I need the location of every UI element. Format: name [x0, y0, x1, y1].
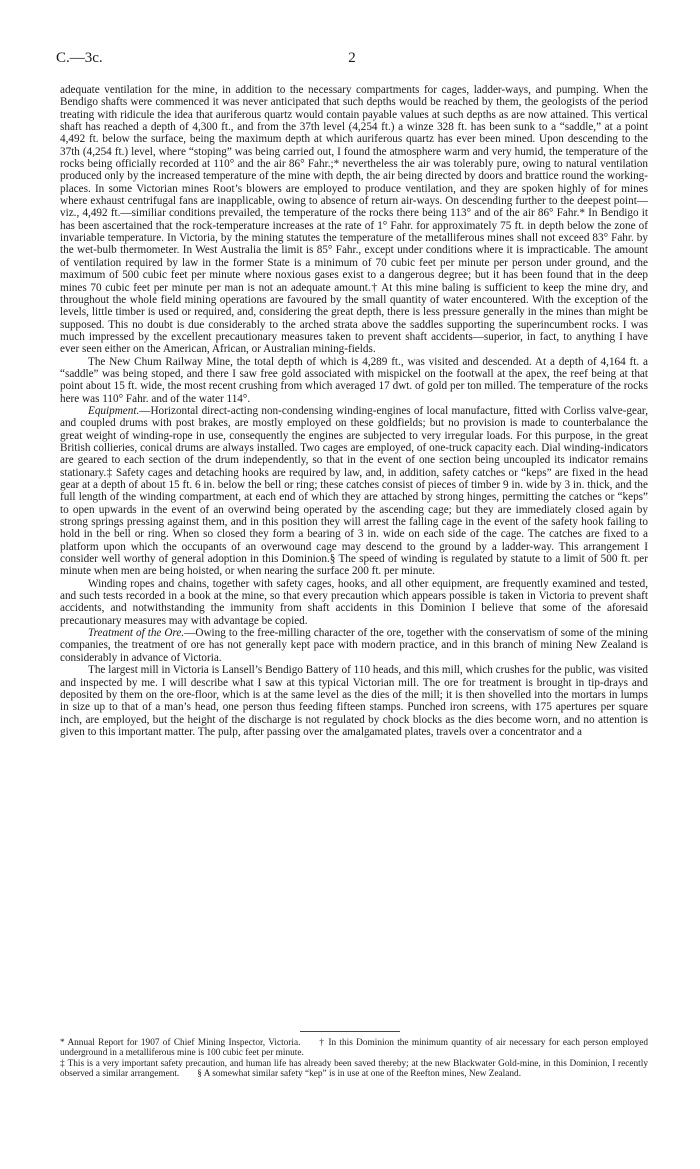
paragraph-treatment	[60, 627, 648, 664]
treatment-heading: Treatment of the Ore.	[88, 627, 185, 640]
page-number: 2	[348, 50, 356, 66]
paragraph-winding-ropes: Winding ropes and chains, together with safety cages, hooks, and all other equipment, are frequently examined and tested, and such tests recorded in a book at the mine, so that every precaution which appears possible is taken in Victoria to prevent shaft accidents, and notwithstanding the immunity from shaft accidents in this Dominion I believe that some of the aforesaid precautionary measures may with advantage be copied.	[60, 577, 648, 627]
equipment-text: —Horizontal direct-acting non-condensing winding-engines of local manufacture, fitted with Corliss valve-gear, and coupled drums with post brakes, are mostly employed on these goldfields; but no provision is made to counterbalance the great weight of winding-rope in use, consequently the engines are subjected to very irregular loads. For this purpose, in the great British collieries, conical drums are always installed. Two cages are employed, of one-truck capacity each. Dial winding-indicators are geared to each section of the drum independently, so that in the event of one section being uncoupled its indicator remains stationary.‡ Safety cages and detaching hooks are required by law, and, in addition, safety catches or “keps” are fixed in the head gear at a depth of about 15 ft. 6 in. below the bell or ring; these catches consist of pieces of timber 9 in. wide by 3 in. thick, and the full length of the winding compartment, at each end of which they are attached by strong hinges, permitting the catches or “keps” to open upwards in the event of an overwind being operated by the ascending cage; but they are immediately closed again by strong springs pressing against them, and in this position they will arrest the falling cage in the event of the safety hook failing to hold in the bell or ring. When so closed they form a bearing of 3 in. wide on each side of the cage. The catches are fixed to a platform upon which the occupants of an overwound cage may descend to the ground by a ladder-way. This arrangement I consider well worthy of general adoption in this Dominion.§ The speed of winding is regulated by statute to a limit of 500 ft. per minute when men are being hoisted, or when nearing the surface 200 ft. per minute.	[60, 404, 648, 578]
footnote-3-4	[60, 1059, 648, 1080]
footnotes	[60, 1038, 648, 1079]
footnote-1-2	[60, 1038, 648, 1059]
paragraph-lansell-mill: The largest mill in Victoria is Lansell’s Bendigo Battery of 110 heads, and this mill, which crushes for the public, was visited and inspected by me. I will describe what I saw at this typical Victorian mill. The ore for treatment is brought in tip-drays and deposited by them on the ore-floor, which is at the same level as the dies of the mill; it is then shovelled into the mortars in lumps in size up to that of a man’s head, one person thus feeding fifteen stamps. Punched iron screens, with 175 apertures per square inch, are employed, but the height of the discharge is not regulated by chock blocks as the dies become worn, and no attention is given to this important matter. The pulp, after passing over the amalgamated plates, travels over a concentrator and a	[60, 664, 648, 738]
equipment-heading: Equipment.	[88, 404, 140, 417]
page-header	[56, 50, 648, 72]
footnote-dagger: † In this Dominion the minimum quantity of air necessary for each person employed underground in a metalliferous mine is 100 cubic feet per minute.	[60, 1038, 648, 1059]
paragraph-new-chum-mine: The New Chum Railway Mine, the total depth of which is 4,289 ft., was visited and descended. At a depth of 4,164 ft. a “saddle” was being stoped, and there I saw free gold associated with mispickel on the footwall at the apex, the reef being at that point about 15 ft. wide, the most recent crushing from which averaged 17 dwt. of gold per ton milled. The temperature of the rocks here was 110° Fahr. and of the water 114°.	[60, 355, 648, 405]
body-text	[60, 84, 648, 738]
paragraph-equipment	[60, 405, 648, 578]
footnote-divider	[300, 1031, 400, 1032]
footnote-double-dagger: ‡ This is a very important safety precaution, and human life has already been saved thereby; at the new Blackwater Gold-mine, in this Dominion, I recently observed a similar arrangement.	[60, 1058, 648, 1079]
document-reference: C.—3c.	[56, 50, 103, 66]
paragraph-ventilation: adequate ventilation for the mine, in addition to the necessary compartments for cages, ladder-ways, and pumping. When the Bendigo shafts were commenced it was never anticipated that such depths would be reached by them, the geologists of the period treating with ridicule the idea that auriferous quartz would contain payable values at such depths as are now attained. This vertical shaft has reached a depth of 4,300 ft., and from the 37th level (4,254 ft.) a winze 328 ft. has been sunk to a “saddle,” at a point 4,492 ft. below the surface, being the maximum depth at which auriferous quartz has ever been mined. Upon descending to the 37th (4,254 ft.) level, where “stoping” was being carried out, I found the atmosphere warm and very humid, the temperature of the rocks being officially recorded at 110° and the air 86° Fahr.;* nevertheless the air was tolerably pure, owing to natural ventilation produced only by the increased temperature of the mine with depth, the air being directed by doors and brattice round the working-places. In some Victorian mines Root’s blowers are employed to produce ventilation, and they are spoken highly of for mines where exhaust centrifugal fans are inapplicable, owing to absence of return air-ways. On descending further to the deepest point—viz., 4,492 ft.—similiar conditions prevailed, the temperature of the rocks there being 113° and of the air 86° Fahr.* In Bendigo it has been ascertained that the rock-temperature increases at the rate of 1° Fahr. for approximately 75 ft. in depth below the zone of invariable temperature. In Victoria, by the mining statutes the temperature of the metalliferous mines shall not exceed 83° Fahr. by the wet-bulb thermometer. In West Australia the limit is 85° Fahr., except under conditions where it is impracticable. The amount of ventilation required by law in the former State is a minimum of 70 cubic feet per minute per person under ground, and the maximum of 500 cubic feet per minute where noxious gases exist to a dangerous degree; but it has been found that in the deep mines 70 cubic feet per minute per man is not an adequate amount.† At this mine baling is sufficient to keep the mine dry, and throughout the whole field mining operations are favoured by the small quantity of water encountered. With the exception of the levels, little timber is used or required, and, considering the great depth, there is less pressure generally in the mines than might be supposed. This no doubt is due considerably to the arched strata above the saddles supporting the superincumbent rocks. I was much impressed by the excellent precautionary measures taken to prevent shaft accidents—superior, in fact, to anything I have ever seen either on the American, African, or Australian mining-fields.	[60, 84, 648, 356]
footnote-star: * Annual Report for 1907 of Chief Mining Inspector, Victoria.	[60, 1038, 301, 1048]
treatment-text: —Owing to the free-milling character of the ore, together with the conservatism of some of the mining companies, the treatment of ore has not generally kept pace with modern practice, and in this branch of mining New Zealand is considerably in advance of Victoria.	[60, 627, 649, 664]
footnote-section: § A somewhat similar safety “kep” is in use at one of the Reefton mines, New Zealand.	[197, 1068, 522, 1079]
